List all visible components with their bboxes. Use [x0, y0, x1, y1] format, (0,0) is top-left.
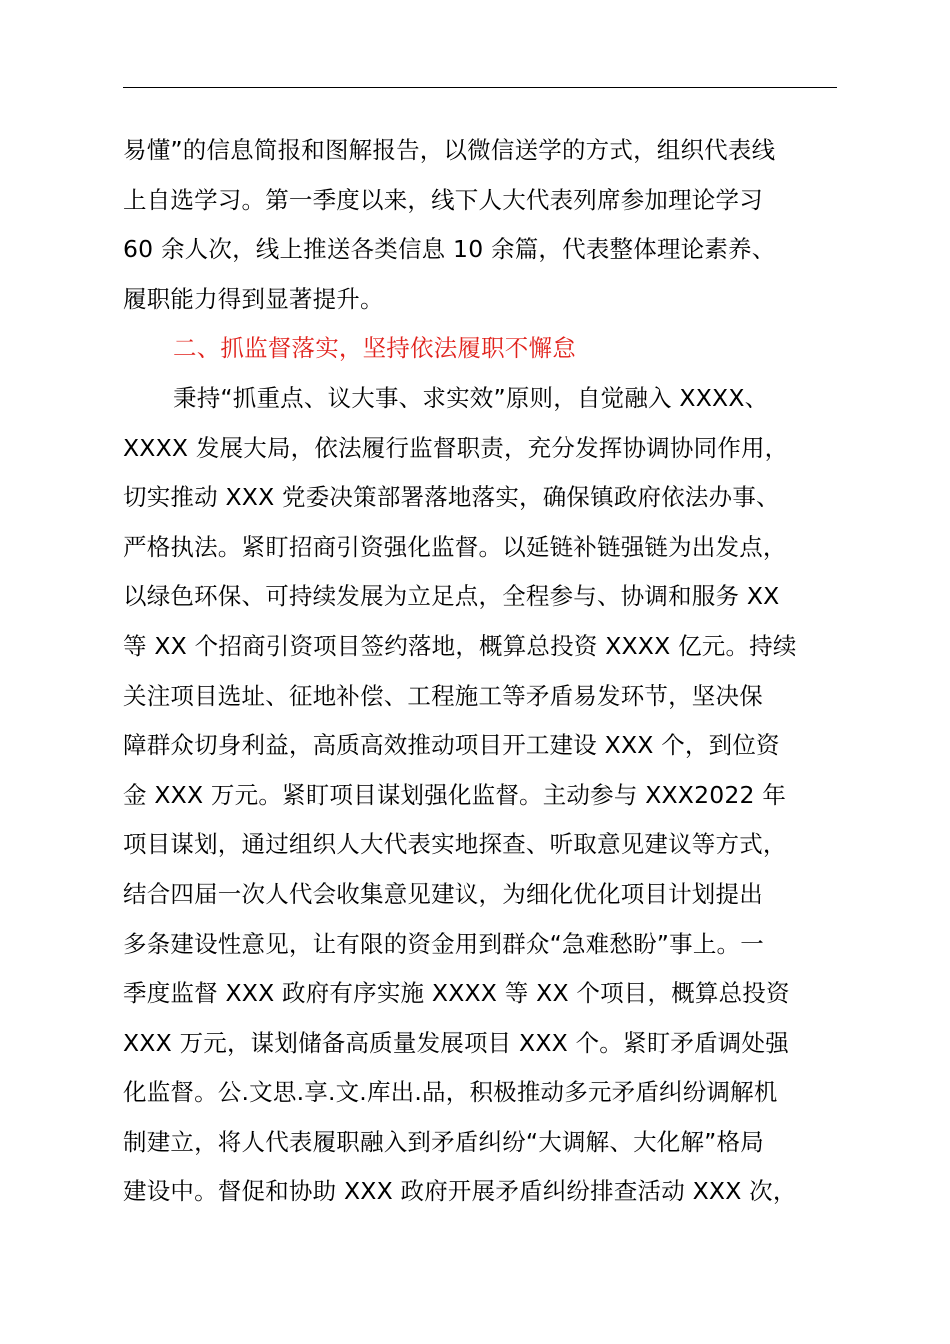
text-line: 严格执法。紧盯招商引资强化监督。以延链补链强链为出发点， — [123, 532, 787, 561]
text-line: 关注项目选址、征地补偿、工程施工等矛盾易发环节，坚决保 — [123, 681, 763, 710]
text-line: 易懂”的信息简报和图解报告，以微信送学的方式，组织代表线 — [123, 136, 776, 164]
text-line: 化监督。公.文思.享.文.库出.品，积极推动多元矛盾纠纷调解机 — [123, 1078, 778, 1107]
text-line: XXXX 发展大局，依法履行监督职责，充分发挥协调协同作用， — [123, 433, 789, 462]
paragraph-2 — [123, 374, 837, 1217]
text-line: 障群众切身利益，高质高效推动项目开工建设 XXX 个，到位资 — [123, 731, 780, 760]
text-line: 秉持“抓重点、议大事、求实效”原则，自觉融入 XXXX、 — [173, 383, 769, 412]
text-line: 金 XXX 万元。紧盯项目谋划强化监督。主动参与 XXX2022 年 — [123, 780, 787, 809]
text-line: 以绿色环保、可持续发展为立足点，全程参与、协调和服务 XX — [123, 582, 780, 611]
text-line: 建设中。督促和协助 XXX 政府开展矛盾纠纷排查活动 XXX 次， — [123, 1177, 797, 1206]
text-line: 制建立，将人代表履职融入到矛盾纠纷“大调解、大化解”格局 — [123, 1127, 764, 1156]
section-heading: 二、抓监督落实，坚持依法履职不懈怠 — [173, 334, 576, 363]
paragraph-1 — [123, 126, 837, 324]
text-line: XXX 万元，谋划储备高质量发展项目 XXX 个。紧盯矛盾调处强 — [123, 1028, 789, 1057]
header-rule — [123, 87, 837, 88]
text-line: 多条建设性意见，让有限的资金用到群众“急难愁盼”事上。一 — [123, 929, 764, 958]
text-line: 结合四届一次人代会收集意见建议，为细化优化项目计划提出 — [123, 879, 763, 908]
text-line: 项目谋划，通过组织人大代表实地探查、听取意见建议等方式， — [123, 830, 787, 859]
text-line: 等 XX 个招商引资项目签约落地，概算总投资 XXXX 亿元。持续 — [123, 631, 797, 660]
text-line: 60 余人次，线上推送各类信息 10 余篇，代表整体理论素养、 — [123, 235, 776, 264]
text-line: 履职能力得到显著提升。 — [123, 284, 384, 313]
text-line: 切实推动 XXX 党委决策部署落地落实，确保镇政府依法办事、 — [123, 483, 780, 512]
text-line: 季度监督 XXX 政府有序实施 XXXX 等 XX 个项目，概算总投资 — [123, 979, 790, 1008]
text-line: 上自选学习。第一季度以来，线下人大代表列席参加理论学习 — [123, 185, 763, 214]
document-body — [123, 126, 837, 1217]
